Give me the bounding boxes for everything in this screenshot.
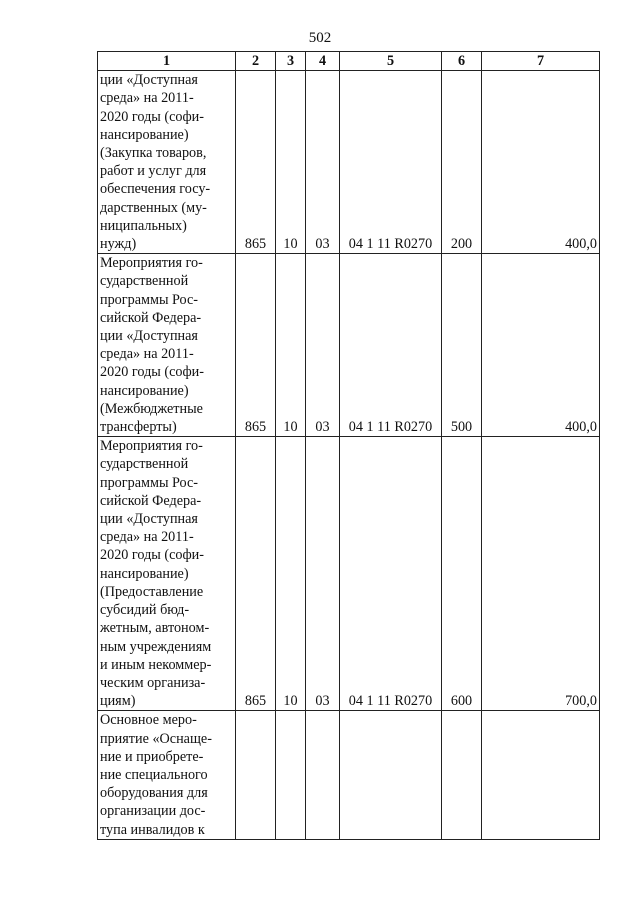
subsection-code-cell — [306, 711, 340, 839]
description-line: ции «Доступная — [100, 72, 198, 89]
description-line: оборудования для — [100, 785, 208, 802]
description-line: ции «Доступная — [100, 511, 198, 528]
ministry-code-cell: 865 — [236, 437, 276, 711]
budget-table — [97, 51, 600, 840]
amount-cell: 400,0 — [482, 71, 600, 254]
row-description — [98, 437, 236, 711]
table-row — [98, 254, 600, 437]
target-article-cell: 04 1 11 R0270 — [340, 71, 442, 254]
description-line: циям) — [100, 693, 136, 710]
description-line: 2020 годы (софи- — [100, 547, 204, 564]
header-col-7: 7 — [482, 52, 600, 71]
table-row — [98, 437, 600, 711]
description-line: Основное меро- — [100, 712, 197, 729]
description-line: нансирование) — [100, 382, 189, 399]
page-number: 502 — [308, 30, 332, 46]
description-line: Мероприятия го- — [100, 255, 203, 272]
description-line: Мероприятия го- — [100, 438, 203, 455]
description-line: сийской Федера- — [100, 492, 202, 509]
description-line: среда» на 2011- — [100, 90, 194, 107]
header-row — [98, 52, 600, 71]
expense-type-cell: 200 — [442, 71, 482, 254]
header-col-2: 2 — [236, 52, 276, 71]
description-line: 2020 годы (софи- — [100, 108, 204, 125]
description-line: сударственной — [100, 456, 189, 473]
header-col-6: 6 — [442, 52, 482, 71]
amount-cell: 400,0 — [482, 254, 600, 437]
description-line: жетным, автоном- — [100, 620, 210, 637]
description-line: ным учреждениям — [100, 638, 212, 655]
description-line: трансферты) — [100, 419, 177, 436]
description-line: 2020 годы (софи- — [100, 364, 204, 381]
description-line: среда» на 2011- — [100, 529, 194, 546]
description-line: организации дос- — [100, 803, 206, 820]
description-line: (Предоставление — [100, 583, 204, 600]
description-line: нансирование) — [100, 565, 189, 582]
description-line: ние и приобрете- — [100, 748, 204, 765]
section-code-cell: 10 — [276, 254, 306, 437]
amount-cell: 700,0 — [482, 437, 600, 711]
amount-cell — [482, 711, 600, 839]
subsection-code-cell: 03 — [306, 437, 340, 711]
description-line: сударственной — [100, 273, 189, 290]
description-line: нансирование) — [100, 126, 189, 143]
description-line: приятие «Оснаще- — [100, 730, 212, 747]
header-col-4: 4 — [306, 52, 340, 71]
table-row — [98, 711, 600, 839]
description-line: (Межбюджетные — [100, 400, 203, 417]
target-article-cell: 04 1 11 R0270 — [340, 437, 442, 711]
description-line: программы Рос- — [100, 474, 199, 491]
description-line: ниципальных) — [100, 217, 187, 234]
description-line: нужд) — [100, 236, 137, 253]
header-col-1: 1 — [98, 52, 236, 71]
expense-type-cell — [442, 711, 482, 839]
section-code-cell: 10 — [276, 71, 306, 254]
description-line: работ и услуг для — [100, 163, 207, 180]
description-line: субсидий бюд- — [100, 602, 190, 619]
description-line: сийской Федера- — [100, 309, 202, 326]
description-line: обеспечения госу- — [100, 181, 211, 198]
header-col-5: 5 — [340, 52, 442, 71]
ministry-code-cell: 865 — [236, 71, 276, 254]
expense-type-cell: 500 — [442, 254, 482, 437]
description-line: ние специального — [100, 766, 208, 783]
target-article-cell — [340, 711, 442, 839]
ministry-code-cell — [236, 711, 276, 839]
header-col-3: 3 — [276, 52, 306, 71]
expense-type-cell: 600 — [442, 437, 482, 711]
description-line: среда» на 2011- — [100, 346, 194, 363]
row-description — [98, 254, 236, 437]
description-line: (Закупка товаров, — [100, 145, 207, 162]
description-line: тупа инвалидов к — [100, 821, 205, 838]
ministry-code-cell: 865 — [236, 254, 276, 437]
description-line: программы Рос- — [100, 291, 199, 308]
section-code-cell — [276, 711, 306, 839]
subsection-code-cell: 03 — [306, 71, 340, 254]
subsection-code-cell: 03 — [306, 254, 340, 437]
table-body — [98, 71, 600, 840]
description-line: ции «Доступная — [100, 328, 198, 345]
description-line: ческим организа- — [100, 674, 206, 691]
row-description — [98, 711, 236, 839]
description-line: дарственных (му- — [100, 199, 207, 216]
row-description — [98, 71, 236, 254]
section-code-cell: 10 — [276, 437, 306, 711]
target-article-cell: 04 1 11 R0270 — [340, 254, 442, 437]
table-row — [98, 71, 600, 254]
description-line: и иным некоммер- — [100, 656, 212, 673]
